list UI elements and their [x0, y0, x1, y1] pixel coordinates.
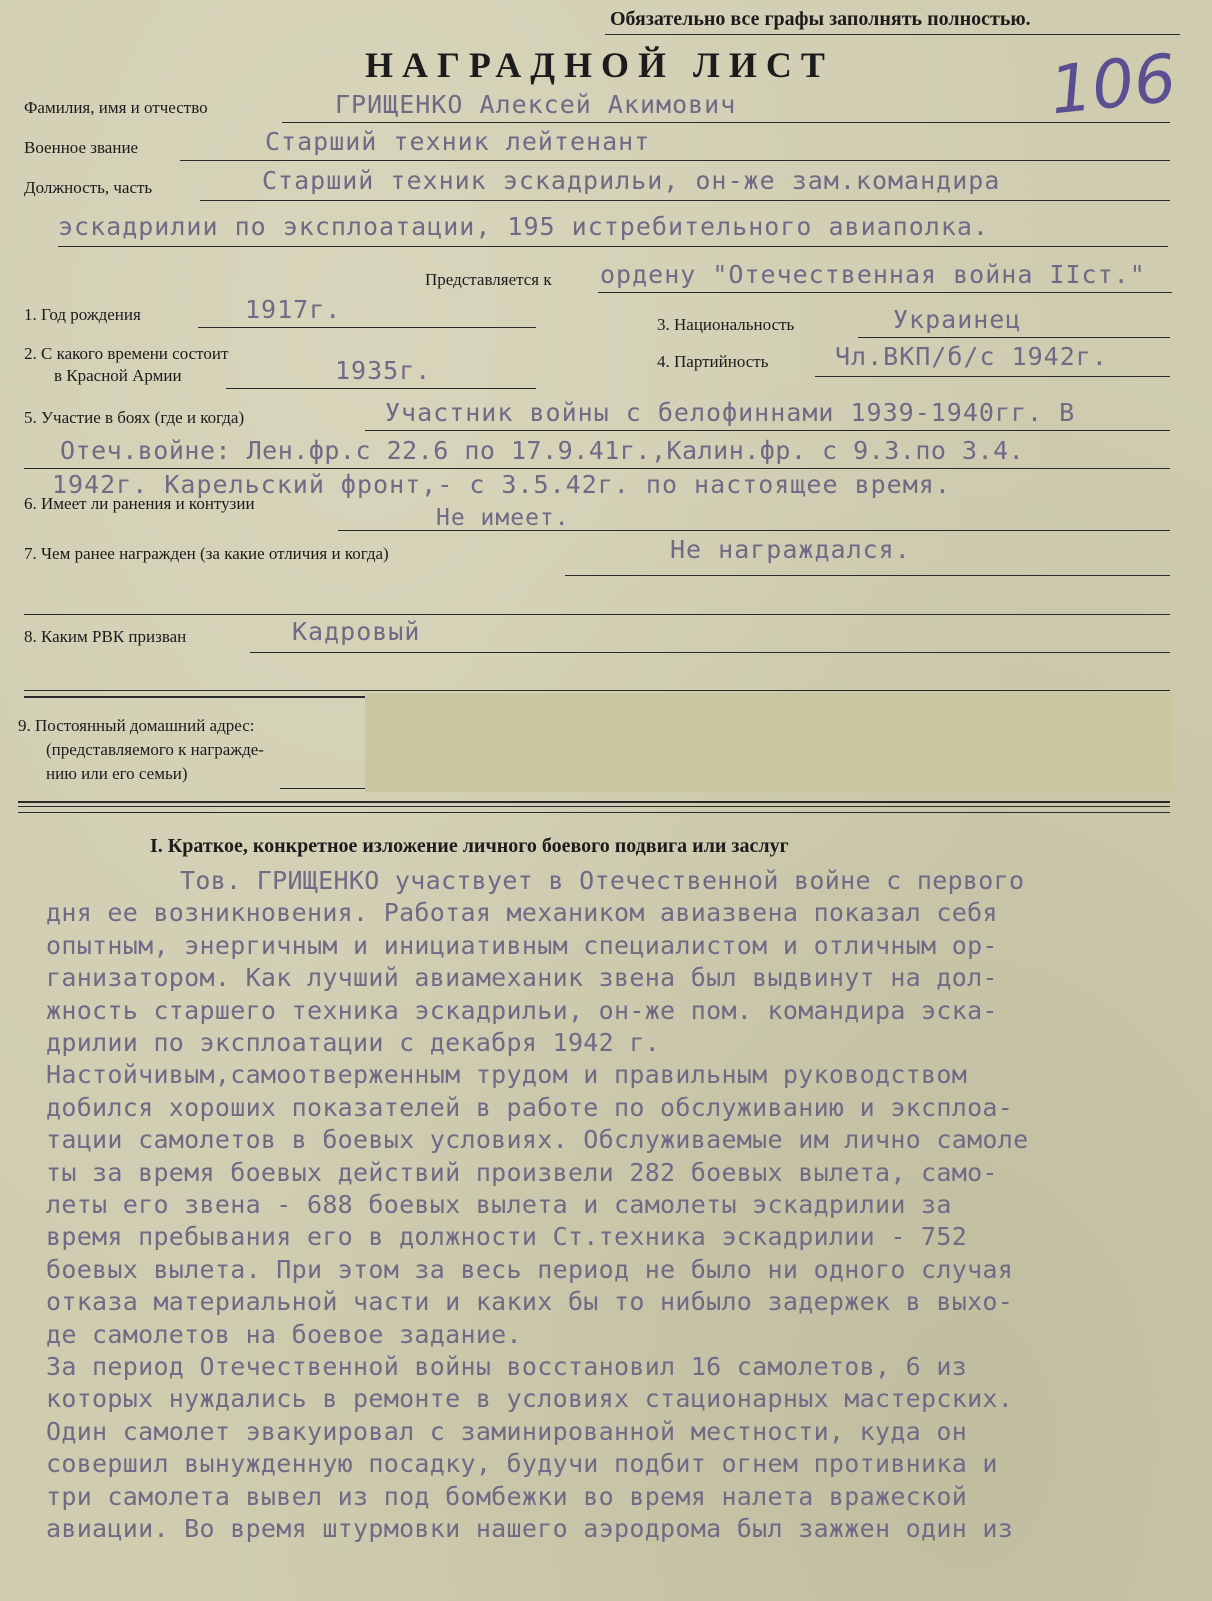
- rank-label: Военное звание: [24, 138, 139, 157]
- body-line: За период Отечественной войны восстановил 16 самолетов, 6 из: [46, 1352, 968, 1381]
- battles-value-2: Отеч.войне: Лен.фр.с 22.6 по 17.9.41г.,Калин.фр. с 9.3.по 3.4.: [60, 436, 1025, 465]
- battles-value-1: Участник войны с белофиннами 1939-1940гг. В: [385, 398, 1076, 427]
- body-line: боевых вылета. При этом за весь период не было ни одного случая: [46, 1254, 1014, 1284]
- service-since-label-2: в Красной Армии: [54, 366, 182, 385]
- wounds-value: Не имеет.: [436, 505, 570, 531]
- body-line: Настойчивым,самоотверженным трудом и правильным руководством: [46, 1060, 968, 1090]
- address-label-2: (представляемого к награжде-: [46, 740, 264, 759]
- body-line: Тов. ГРИЩЕНКО участвует в Отечественной войне с первого: [180, 866, 1025, 895]
- body-line: жность старшего техника эскадрильи, он-же пом. командира эска-: [46, 995, 998, 1025]
- presented-value: ордену "Отечественная война IIст.": [600, 260, 1146, 289]
- battles-value-3: 1942г. Карельский фронт,- с 3.5.42г. по настоящее время.: [52, 470, 951, 499]
- top-note: Обязательно все графы заполнять полностью.: [610, 8, 1031, 30]
- body-line: отказа материальной части и каких бы то нибыло задержек в выхо-: [46, 1287, 1014, 1317]
- prior-awards-label: 7. Чем ранее награжден (за какие отличия и когда): [24, 544, 389, 563]
- birth-year-label: 1. Год рождения: [24, 305, 141, 324]
- party-label: 4. Партийность: [657, 352, 769, 371]
- birth-year-value: 1917г.: [245, 295, 342, 324]
- body-line: добился хороших показателей в работе по обслуживанию и эксплоа-: [46, 1092, 1014, 1122]
- body-line: три самолета вывел из под бомбежки во время налета вражеской: [46, 1481, 968, 1511]
- nationality-label: 3. Национальность: [657, 315, 795, 334]
- body-line: время пребывания его в должности Ст.техника эскадрилии - 752: [46, 1222, 968, 1252]
- position-value-2: эскадрилии по эксплоатации, 195 истребительного авиаполка.: [58, 212, 989, 241]
- body-line: Один самолет эвакуировал с заминированной местности, куда он: [46, 1416, 968, 1446]
- draft-office-label: 8. Каким РВК призван: [24, 627, 187, 646]
- service-since-label-1: 2. С какого времени состоит: [24, 344, 229, 363]
- rank-value: Старший техник лейтенант: [265, 127, 651, 156]
- nationality-value: Украинец: [893, 305, 1022, 334]
- name-value: ГРИЩЕНКО Алексей Акимович: [335, 90, 737, 119]
- service-since-value: 1935г.: [335, 356, 432, 385]
- body-line: тации самолетов в боевых условиях. Обслуживаемые им лично самоле: [46, 1125, 1029, 1155]
- address-label-1: 9. Постоянный домашний адрес:: [18, 716, 255, 735]
- battles-label: 5. Участие в боях (где и когда): [24, 408, 245, 427]
- body-line: ты за время боевых действий произвели 282 боевых вылета, само-: [46, 1157, 998, 1187]
- body-line: совершил вынужденную посадку, будучи подбит огнем противника и: [46, 1449, 998, 1479]
- body-line: дрилии по эксплоатации с декабря 1942 г.: [46, 1028, 661, 1057]
- address-label-3: нию или его семьи): [46, 764, 188, 783]
- body-line: которых нуждались в ремонте в условиях стационарных мастерских.: [46, 1384, 1014, 1414]
- wounds-label: 6. Имеет ли ранения и контузии: [24, 494, 255, 513]
- body-line: опытным, энергичным и инициативным специалистом и отличным ор-: [46, 930, 998, 960]
- position-label: Должность, часть: [24, 178, 153, 197]
- position-value-1: Старший техник эскадрильи, он-же зам.командира: [262, 166, 1001, 195]
- body-line: леты его звена - 688 боевых вылета и самолеты эскадрилии за: [46, 1190, 952, 1219]
- body-line: ганизатором. Как лучший авиамеханик звена был выдвинут на дол-: [46, 963, 998, 993]
- body-line: авиации. Во время штурмовки нашего аэродрома был зажжен один из: [46, 1514, 1014, 1543]
- section-title: I. Краткое, конкретное изложение личного боевого подвига или заслуг: [150, 835, 789, 857]
- body-line: дня ее возникновения. Работая механиком авиазвена показал себя: [46, 898, 998, 928]
- draft-office-value: Кадровый: [292, 617, 421, 646]
- document-title: НАГРАДНОЙ ЛИСТ: [365, 45, 834, 85]
- presented-label: Представляется к: [425, 270, 552, 289]
- body-line: де самолетов на боевое задание.: [46, 1319, 522, 1349]
- archive-number: 106: [1046, 39, 1180, 130]
- prior-awards-value: Не награждался.: [670, 535, 911, 564]
- name-label: Фамилия, имя и отчество: [24, 98, 208, 117]
- party-value: Чл.ВКП/б/с 1942г.: [835, 342, 1108, 371]
